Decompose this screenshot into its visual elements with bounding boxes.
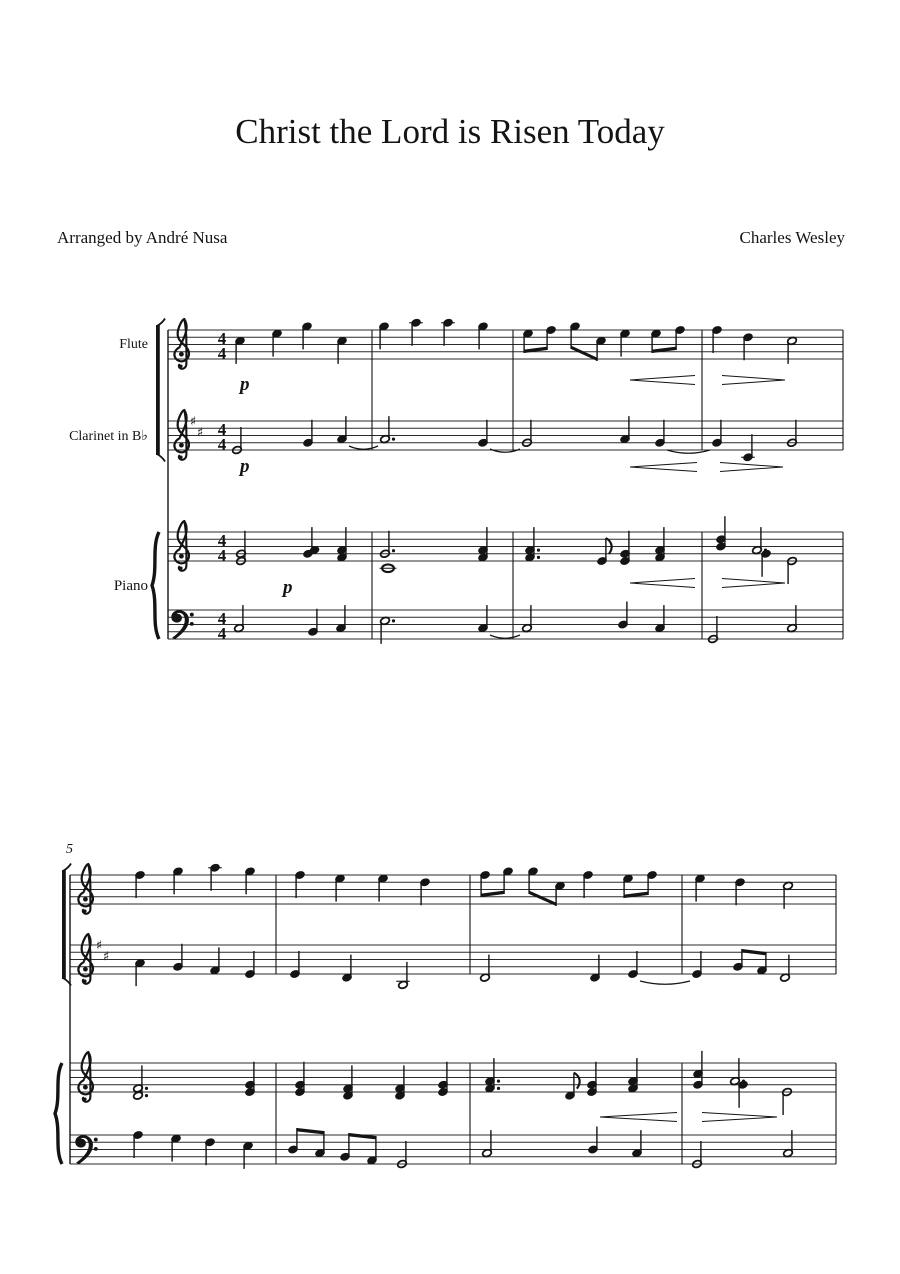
bracket-hook bbox=[63, 864, 71, 872]
arranger-credit: Arranged by André Nusa bbox=[57, 228, 228, 247]
key-signature-sharp: ♯ bbox=[196, 425, 204, 441]
dynamic-mark: p bbox=[240, 456, 250, 477]
decrescendo-hairpin bbox=[722, 583, 785, 588]
key-signature-sharp: ♯ bbox=[102, 949, 110, 965]
beam bbox=[742, 949, 766, 955]
decrescendo-hairpin bbox=[702, 1113, 777, 1118]
treble-clef-icon bbox=[78, 864, 93, 914]
instrument-bracket bbox=[62, 870, 66, 979]
crescendo-hairpin bbox=[630, 467, 697, 472]
time-signature-denominator: 4 bbox=[217, 623, 227, 643]
decrescendo-hairpin bbox=[722, 380, 785, 385]
decrescendo-hairpin bbox=[720, 463, 783, 468]
time-signature-denominator: 4 bbox=[217, 545, 227, 565]
augmentation-dot bbox=[497, 1080, 500, 1083]
augmentation-dot bbox=[497, 1087, 500, 1090]
treble-clef-icon bbox=[174, 319, 189, 369]
instrument-label-clarinet: Clarinet in B♭ bbox=[69, 429, 148, 444]
augmentation-dot bbox=[392, 438, 395, 441]
time-signature-denominator: 4 bbox=[217, 343, 227, 363]
system-2 bbox=[55, 863, 836, 1169]
time-signature-numerator: 4 bbox=[217, 420, 227, 439]
augmentation-dot bbox=[145, 1087, 148, 1090]
beam bbox=[481, 891, 504, 897]
key-signature-sharp: ♯ bbox=[95, 938, 103, 954]
decrescendo-hairpin bbox=[720, 467, 783, 472]
crescendo-hairpin bbox=[600, 1117, 677, 1122]
treble-clef-icon bbox=[174, 521, 189, 571]
augmentation-dot bbox=[392, 619, 395, 622]
decrescendo-hairpin bbox=[702, 1117, 777, 1122]
augmentation-dot bbox=[537, 549, 540, 552]
composer-credit: Charles Wesley bbox=[739, 228, 845, 247]
augmentation-dot bbox=[392, 549, 395, 552]
time-signature-numerator: 4 bbox=[217, 329, 227, 348]
piano-brace bbox=[55, 1063, 62, 1164]
piece-title: Christ the Lord is Risen Today bbox=[235, 112, 665, 151]
treble-clef-icon bbox=[174, 410, 189, 460]
tie bbox=[349, 446, 378, 449]
measure-number: 5 bbox=[66, 842, 73, 857]
treble-clef-icon bbox=[78, 1052, 93, 1102]
crescendo-hairpin bbox=[630, 583, 695, 588]
dynamic-mark: p bbox=[240, 374, 250, 395]
instrument-bracket bbox=[156, 325, 160, 455]
crescendo-hairpin bbox=[600, 1113, 677, 1118]
decrescendo-hairpin bbox=[722, 376, 785, 381]
dynamic-mark: p bbox=[283, 577, 293, 598]
bracket-hook bbox=[157, 454, 165, 462]
eighth-flag bbox=[574, 1073, 580, 1089]
tie bbox=[640, 981, 690, 984]
augmentation-dot bbox=[145, 1094, 148, 1097]
crescendo-hairpin bbox=[630, 376, 695, 381]
piano-brace bbox=[152, 532, 159, 639]
key-signature-sharp: ♯ bbox=[189, 414, 197, 430]
crescendo-hairpin bbox=[630, 380, 695, 385]
time-signature-numerator: 4 bbox=[217, 609, 227, 628]
augmentation-dot bbox=[537, 556, 540, 559]
treble-clef-icon bbox=[78, 934, 93, 984]
instrument-label-flute: Flute bbox=[119, 337, 148, 352]
time-signature-denominator: 4 bbox=[217, 434, 227, 454]
crescendo-hairpin bbox=[630, 463, 697, 468]
time-signature-numerator: 4 bbox=[217, 531, 227, 550]
bracket-hook bbox=[157, 319, 165, 327]
instrument-label-piano: Piano bbox=[113, 578, 148, 594]
beam bbox=[349, 1133, 376, 1139]
decrescendo-hairpin bbox=[722, 579, 785, 584]
crescendo-hairpin bbox=[630, 579, 695, 584]
tie bbox=[490, 635, 520, 638]
tie bbox=[490, 449, 520, 452]
beam bbox=[297, 1128, 324, 1134]
system-1 bbox=[152, 318, 843, 644]
